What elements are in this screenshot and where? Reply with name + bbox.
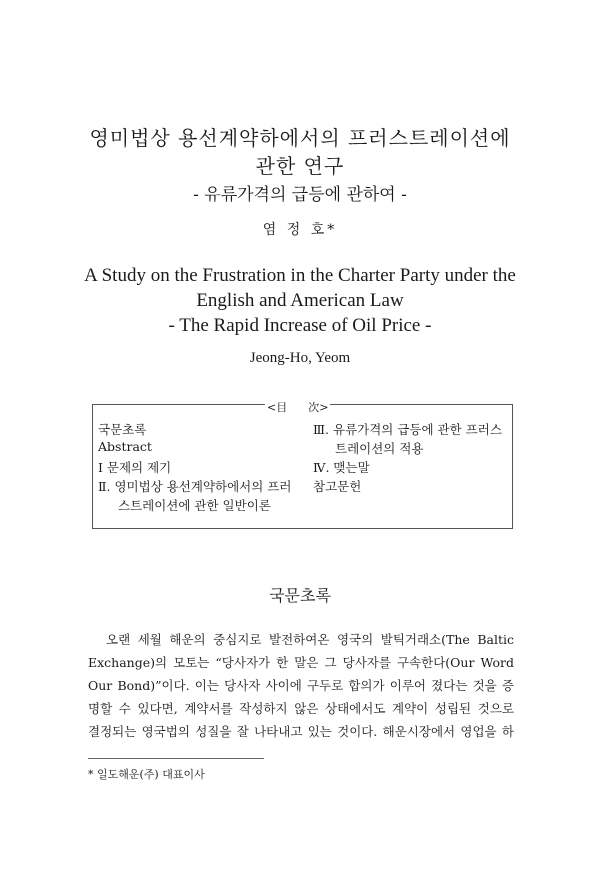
body-text-line: 결정되는 영국법의 성질을 잘 나타내고 있는 것이다. 해운시장에서 영업을 하 <box>88 724 514 739</box>
paper-title-en-line3: - The Rapid Increase of Oil Price - <box>168 315 432 336</box>
toc-item: Abstract <box>98 439 152 454</box>
footnote: * 일도해운(주) 대표이사 <box>88 768 205 781</box>
body-text-line: Our Bond)”이다. 이는 당사자 사이에 구두로 합의가 이루어 졌다는 것을 증 <box>88 678 514 693</box>
paper-title-en-line1: A Study on the Frustration in the Charter Party under the <box>84 265 516 286</box>
paper-title-ko-line2: 관한 연구 <box>255 154 345 178</box>
body-text-line: Exchange)의 모토는 “당사자가 한 말은 그 당사자를 구속한다(Our Word <box>88 655 514 670</box>
toc-item: Ⅰ 문제의 제기 <box>98 460 172 475</box>
toc-item: 트레이션의 적용 <box>335 441 424 456</box>
toc-item: Ⅱ. 영미법상 용선계약하에서의 프러 <box>98 479 292 494</box>
toc-item: 국문초록 <box>98 422 147 437</box>
paper-title-en-line2: English and American Law <box>196 290 404 311</box>
author-name-en: Jeong-Ho, Yeom <box>249 350 351 366</box>
toc-item: Ⅲ. 유류가격의 급등에 관한 프러스 <box>313 422 502 437</box>
footnote-divider <box>88 758 264 759</box>
author-name-ko: 염 정 호* <box>262 222 338 238</box>
paper-subtitle-ko: - 유류가격의 급등에 관하여 - <box>193 185 407 205</box>
paper-title-ko-line1: 영미법상 용선계약하에서의 프러스트레이션에 <box>89 126 511 150</box>
toc-item: 스트레이션에 관한 일반이론 <box>118 498 271 513</box>
section-heading-abstract-ko: 국문초록 <box>269 586 331 605</box>
toc-item: Ⅳ. 맺는말 <box>313 460 370 475</box>
toc-heading: <目 次> <box>267 401 329 414</box>
body-text-line: 명할 수 있다면, 계약서를 작성하지 않은 상태에서도 계약이 성립된 것으로 <box>88 701 514 716</box>
toc-item: 참고문헌 <box>313 479 362 494</box>
body-text-line: 오랜 세월 해운의 중심지로 발전하여온 영국의 발틱거래소(The Baltic <box>106 632 514 647</box>
